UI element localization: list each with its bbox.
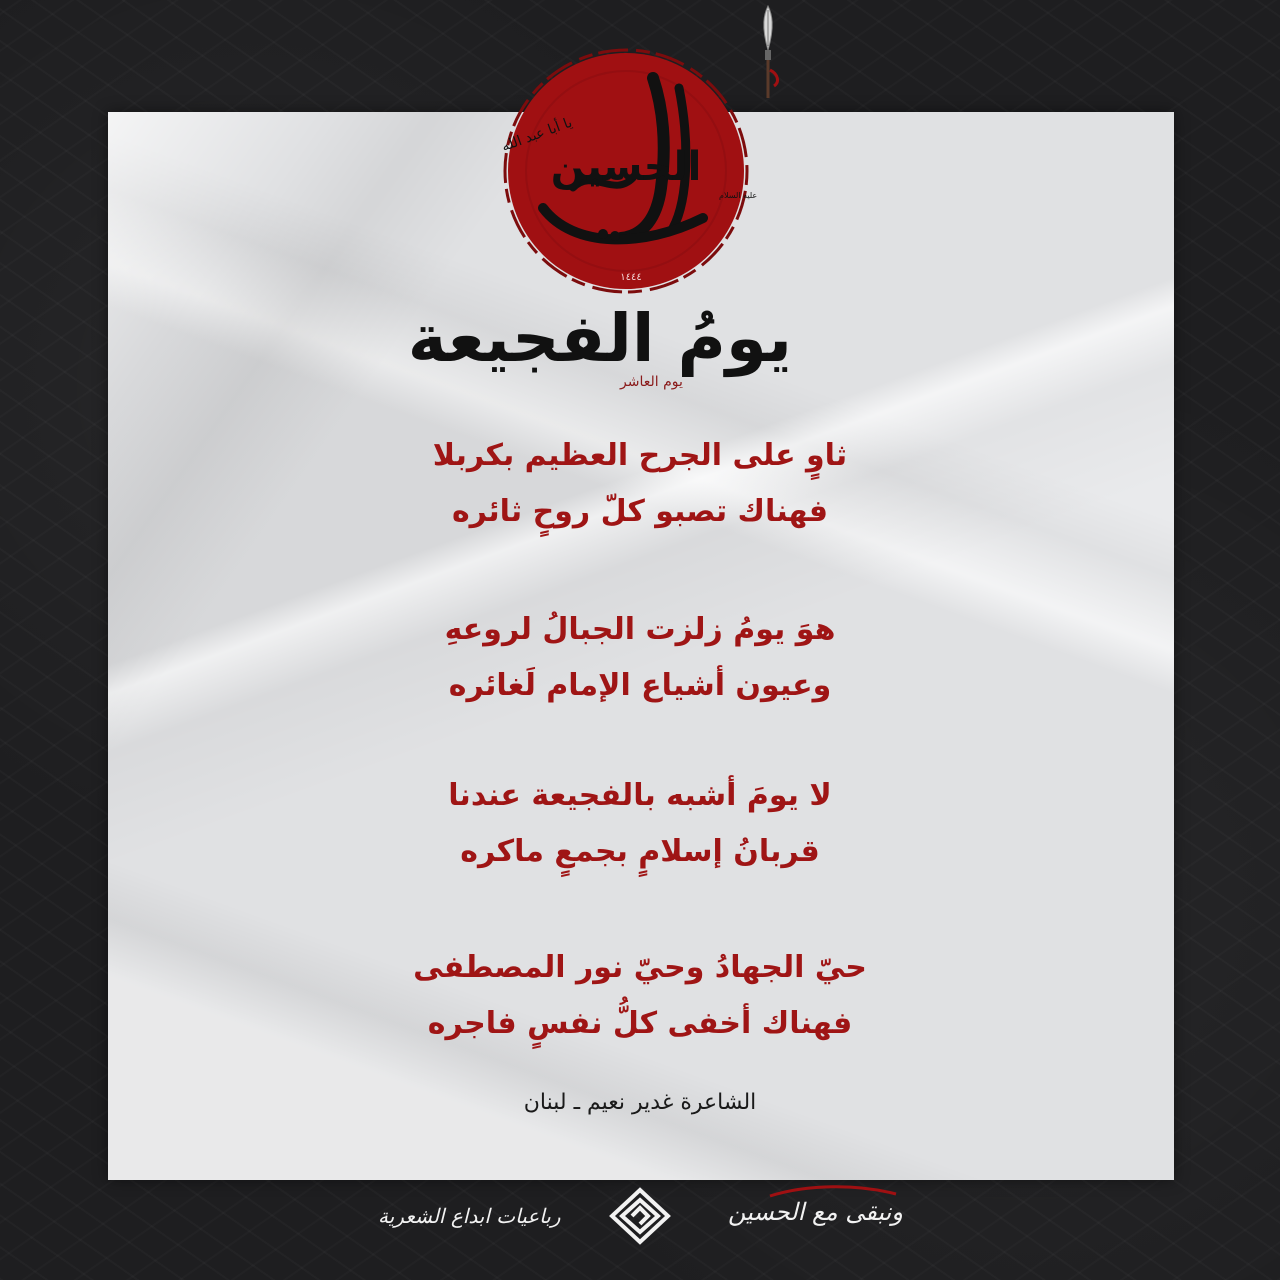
- emblem-year: ١٤٤٤: [620, 272, 642, 283]
- emblem-main-text: الحسين: [550, 144, 702, 190]
- kufic-square-icon: [608, 1188, 672, 1244]
- footer-logo-rubaiyat: رباعيات ابداع الشعرية: [378, 1204, 561, 1228]
- poem-line: ثاوٍ على الجرح العظيم بكربلا: [432, 438, 848, 473]
- footer-logo-hussein: [728, 1198, 903, 1226]
- page-subtitle: يوم العاشر: [620, 374, 683, 390]
- red-swoosh-icon: [768, 1184, 898, 1198]
- emblem-circle: [499, 48, 758, 294]
- page-title: يومُ الفجيعة: [407, 300, 792, 377]
- poem-line: لا يومَ أشبه بالفجيعة عندنا: [448, 778, 832, 813]
- poem-line: قربانُ إسلامٍ بجمعٍ ماكره: [460, 834, 820, 869]
- poem-line: حيّ الجهادُ وحيّ نور المصطفى: [413, 950, 867, 985]
- poem-line: وعيون أشياع الإمام لَغائره: [448, 668, 832, 703]
- emblem-upper-text: يا أبا عبد الله: [499, 114, 575, 155]
- poem-stanza-2: [340, 602, 940, 714]
- poem-line: فهناك تصبو كلّ روحٍ ثائره: [451, 494, 829, 529]
- poet-credit: الشاعرة غدير نعيم ـ لبنان: [523, 1090, 757, 1115]
- title-block: [407, 300, 830, 410]
- poem-stanza-4: [340, 940, 940, 1052]
- spear-icon: [756, 6, 780, 98]
- poem-line: فهناك أخفى كلُّ نفسٍ فاجره: [427, 1006, 853, 1041]
- poem-line: هوَ يومُ زلزت الجبالُ لروعهِ: [444, 612, 836, 647]
- poem-stanza-3: [340, 768, 940, 880]
- footer-logo-hussein-text: ونبقى مع الحسين: [728, 1198, 903, 1226]
- poem-stanza-1: [340, 428, 940, 540]
- emblem-small-text: عليه السلام: [719, 191, 758, 200]
